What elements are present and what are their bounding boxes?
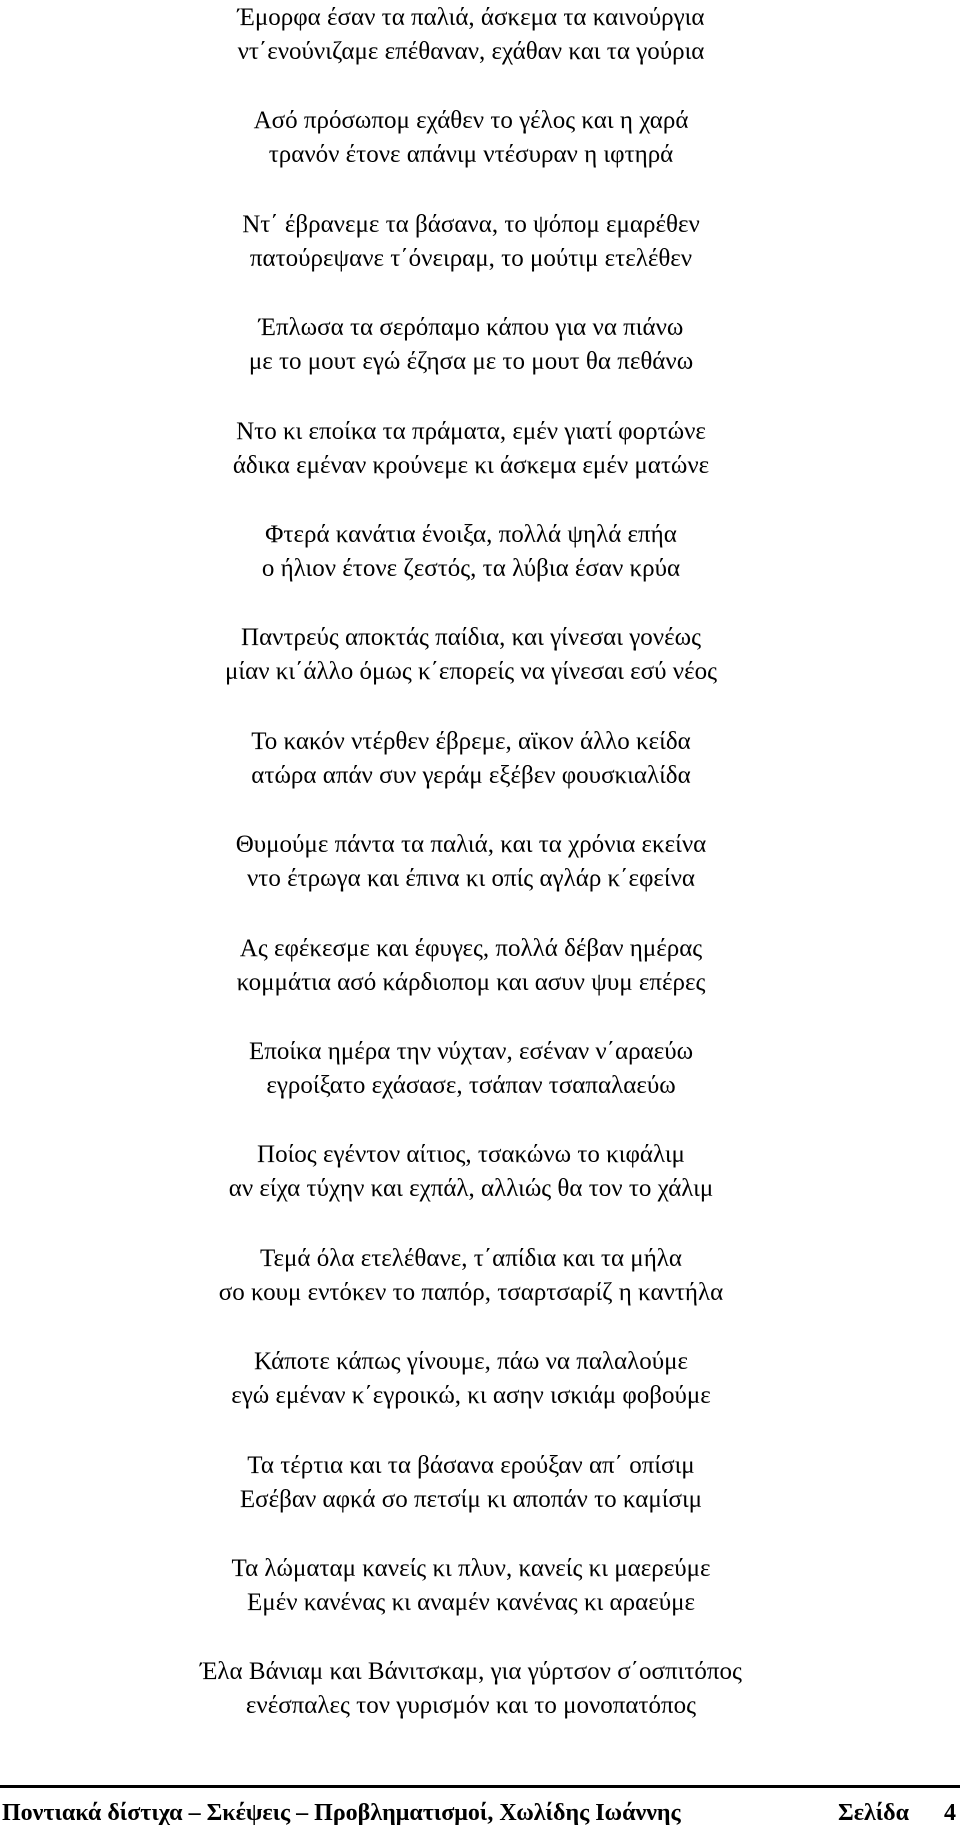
poem-line: μίαν κι΄άλλο όμως κ΄επορείς να γίνεσαι εσύ νέος — [224, 658, 717, 686]
stanza — [0, 1449, 960, 1517]
footer-divider — [0, 1785, 960, 1788]
poem-line: με το μουτ εγώ έζησα με το μουτ θα πεθάνω — [248, 348, 694, 376]
poem-line: Έπλωσα τα σερόπαμο κάπου για να πιάνω — [258, 314, 684, 342]
poem-line: ντ΄ενούνιζαμε επέθαναν, εχάθαν και τα γούρια — [237, 38, 705, 65]
stanza — [0, 208, 960, 276]
stanza — [0, 1345, 960, 1413]
poem-line: ενέσπαλες τον γυρισμόν και το μονοπατόπος — [245, 1692, 697, 1720]
stanza — [0, 621, 960, 689]
poem-line: ο ήλιον έτονε ζεστός, τα λύβια έσαν κρύα — [261, 555, 681, 582]
poem-line: κομμάτια ασό κάρδιοπομ και ασυν ψυμ επέρες — [236, 968, 706, 996]
poem-line: πατούρεψανε τ΄όνειραμ, το μούτιμ ετελέθεν — [249, 244, 693, 272]
poem-line: τρανόν έτονε απάνιμ ντέσυραν η ιφτηρά — [268, 141, 674, 169]
poem-line: ντο έτρωγα και έπινα κι οπίς αγλάρ κ΄εφείνα — [246, 865, 696, 893]
stanza — [0, 1035, 960, 1103]
stanza — [0, 932, 960, 1000]
stanza — [0, 1242, 960, 1310]
poem-line: εγώ εμέναν κ΄εγροικώ, κι ασην ισκιάμ φοβούμε — [231, 1382, 711, 1410]
poem-line: Ντο κι εποίκα τα πράματα, εμέν γιατί φορτώνε — [236, 417, 706, 445]
poem-line: Τεμά όλα ετελέθανε, τ΄απίδια και τα μήλα — [259, 1244, 683, 1272]
stanza — [0, 725, 960, 793]
poem-line: ατώρα απάν συν γεράμ εξέβεν φουσκιαλίδα — [251, 761, 691, 789]
poem-line: σο κουμ εντόκεν το παπόρ, τσαρτσαρίζ η καντήλα — [218, 1278, 724, 1306]
poem-line: άδικα εμέναν κρούνεμε κι άσκεμα εμέν ματώνε — [232, 451, 710, 479]
stanza — [0, 415, 960, 483]
footer-title: Ποντιακά δίστιχα – Σκέψεις – Προβληματισμοί, Χωλίδης Ιωάννης — [2, 1800, 681, 1826]
poem-line: Έμορφα έσαν τα παλιά, άσκεμα τα καινούργια — [237, 4, 705, 31]
poem-line: Έλα Βάνιαμ και Βάνιτσκαμ, για γύρτσον σ΄οσπιτόπος — [200, 1658, 742, 1686]
poem-line: Το κακόν ντέρθεν έβρεμε, αϊκον άλλο κείδα — [251, 727, 691, 755]
stanza — [0, 104, 960, 172]
footer-page-label: Σελίδα — [838, 1800, 910, 1826]
page-footer — [0, 1793, 960, 1833]
poem-line: Τα λώματαμ κανείς κι πλυν, κανείς κι μαερεύμε — [231, 1555, 711, 1582]
stanza — [0, 1655, 960, 1723]
poem-line: Εποίκα ημέρα την νύχταν, εσέναν ν΄αραεύω — [248, 1038, 694, 1065]
poem-line: Ας εφέκεσμε και έφυγες, πολλά δέβαν ημέρας — [239, 934, 703, 962]
stanza — [0, 828, 960, 896]
stanza — [0, 518, 960, 586]
poem-line: Φτερά κανάτια ένοιξα, πολλά ψηλά επήα — [265, 521, 677, 548]
poem-line: Εσέβαν αφκά σο πετσίμ κι αποπάν το καμίσιμ — [239, 1485, 703, 1513]
poem-line: Ασό πρόσωπομ εχάθεν το γέλος και η χαρά — [253, 107, 689, 135]
poem-line: εγροίξατο εχάσασε, τσάπαν τσαπαλαεύω — [266, 1072, 676, 1099]
poem-line: Ποίος εγέντον αίτιος, τσακώνω το κιφάλιμ — [257, 1141, 685, 1169]
stanza — [0, 1138, 960, 1206]
poem-line: Κάποτε κάπως γίνουμε, πάω να παλαλούμε — [253, 1348, 689, 1376]
footer-page-number: 4 — [944, 1800, 956, 1826]
stanza — [0, 1552, 960, 1620]
poem-line: Ντ΄ έβρανεμε τα βάσανα, το ψόπομ εμαρέθεν — [242, 210, 700, 238]
stanza — [0, 311, 960, 379]
poem-line: αν είχα τύχην και εχπάλ, αλλιώς θα τον το χάλιμ — [228, 1175, 714, 1203]
poem-line: Θυμούμε πάντα τα παλιά, και τα χρόνια εκείνα — [235, 831, 707, 859]
stanza — [0, 1, 960, 69]
poem-line: Εμέν κανένας κι αναμέν κανένας κι αραεύμε — [247, 1589, 695, 1616]
poem-line: Παντρεύς αποκτάς παίδια, και γίνεσαι γονέως — [241, 624, 701, 652]
poem-line: Τα τέρτια και τα βάσανα ερούξαν απ΄ οπίσιμ — [247, 1451, 695, 1479]
